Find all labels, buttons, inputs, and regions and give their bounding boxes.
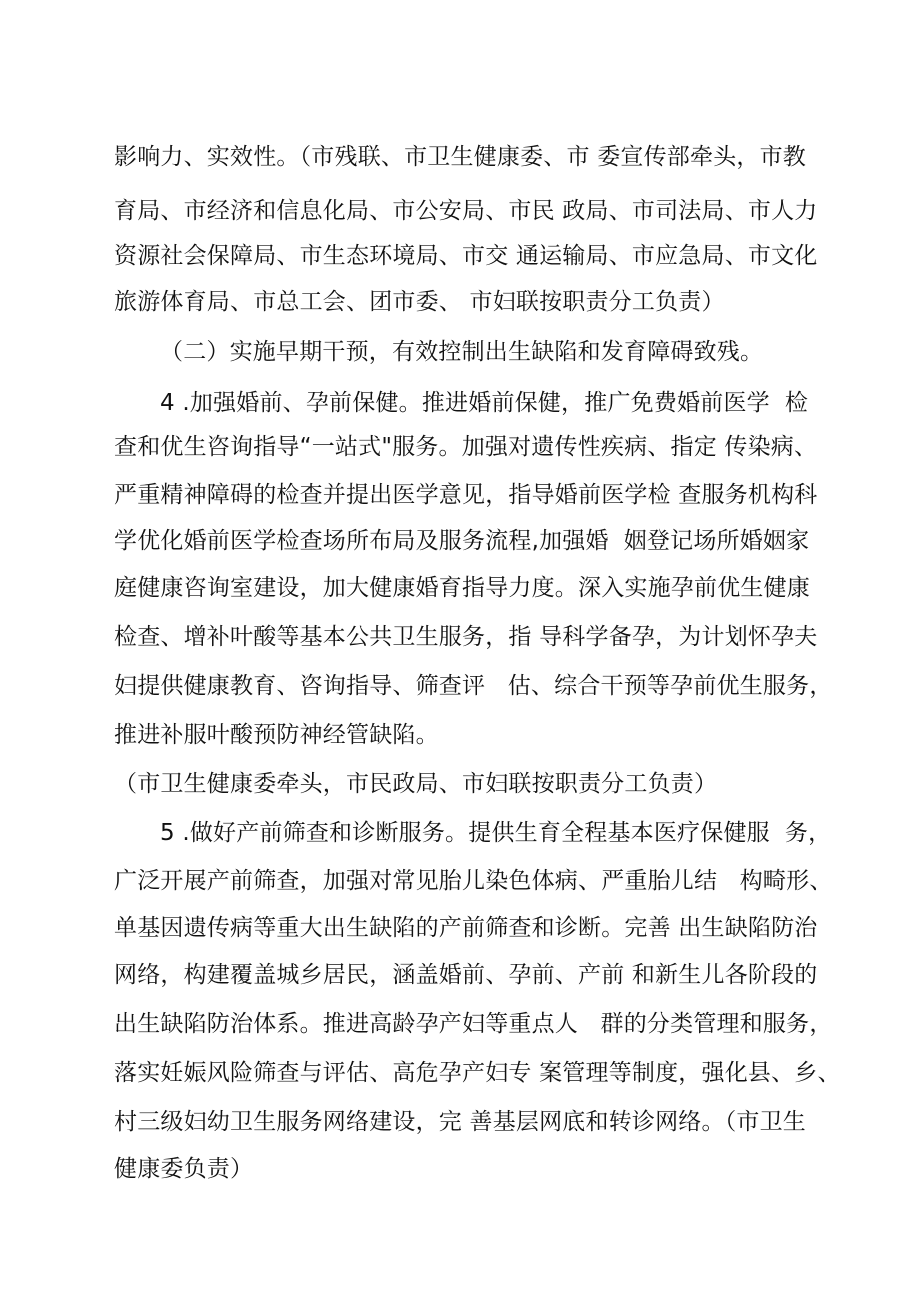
text-line: 落实妊娠风险筛查与评估、高危孕产妇专 案管理等制度，强化县、乡、: [114, 1060, 841, 1086]
text-line: 资源社会保障局、市生态环境局、市交 通运输局、市应急局、市文化: [114, 243, 818, 269]
text-line: 推进补服叶酸预防神经管缺陷。: [114, 722, 439, 748]
text-line: 严重精神障碍的检查并提出医学意见，指导婚前医学检 查服务机构科: [114, 482, 818, 508]
text-line: 网络，构建覆盖城乡居民，涵盖婚前、孕前、产前 和新生儿各阶段的: [114, 962, 818, 988]
text-line: 旅游体育局、市总工会、团市委、 市妇联按职责分工负责）: [114, 289, 725, 315]
text-line: 单基因遗传病等重大出生缺陷的产前筛查和诊断。完善 出生缺陷防治: [114, 915, 818, 941]
text-line: 广泛开展产前筛查，加强对常见胎儿染色体病、严重胎儿结 构畸形、: [114, 868, 833, 894]
text-line: 影响力、实效性。（市残联、市卫生健康委、市 委宣传部牵头，市教: [114, 144, 807, 170]
text-line: 查和优生咨询指导“一站式"服务。加强对遗传性疾病、指定 传染病、: [114, 434, 818, 460]
item-heading-5: 5 .做好产前筛查和诊断服务。提供生育全程基本医疗保健服 务，: [160, 820, 832, 846]
text-line: 庭健康咨询室建设，加大健康婚育指导力度。深入实施孕前优生健康: [114, 575, 810, 601]
text-line: 出生缺陷防治体系。推进高龄孕产妇等重点人 群的分类管理和服务，: [114, 1011, 833, 1037]
text-line: 村三级妇幼卫生服务网络建设，完 善基层网底和转诊网络。（市卫生: [114, 1109, 807, 1135]
text-line: 妇提供健康教育、咨询指导、筛查评 估、综合干预等孕前优生服务，: [114, 673, 833, 699]
text-line: 育局、市经济和信息化局、市公安局、市民 政局、市司法局、市人力: [114, 198, 818, 224]
item-heading-4: 4 .加强婚前、孕前保健。推进婚前保健，推广免费婚前医学 检: [160, 390, 809, 416]
text-line: 检查、增补叶酸等基本公共卫生服务，指 导科学备孕，为计划怀孕夫: [114, 624, 818, 650]
text-line: 健康委负责）: [114, 1156, 254, 1182]
responsibility-note: （市卫生健康委牵头，市民政局、市妇联按职责分工负责）: [114, 771, 718, 797]
text-line: 学优化婚前医学检查场所布局及服务流程,加强婚 姻登记场所婚姻家: [114, 528, 810, 554]
section-heading: （二）实施早期干预，有效控制出生缺陷和发育障碍致残。: [160, 339, 764, 365]
